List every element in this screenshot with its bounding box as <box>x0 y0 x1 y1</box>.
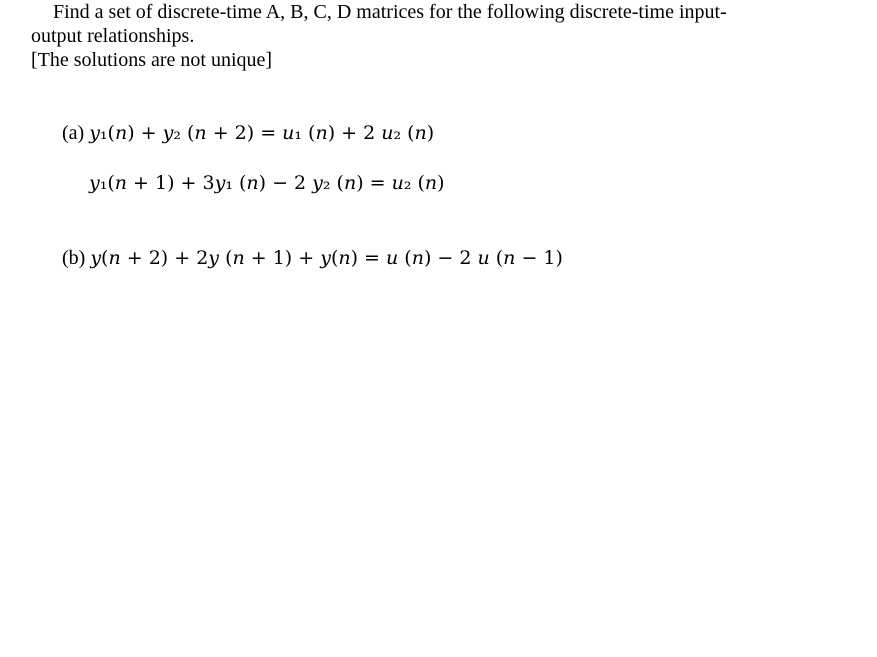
equation-a-1-text: 𝑦₁(𝑛) + 𝑦₂ (𝑛 + 2) = 𝑢₁ (𝑛) + 2 𝑢₂ (𝑛) <box>89 122 435 144</box>
problem-line-2: output relationships. <box>31 25 195 47</box>
equation-a-1 <box>62 120 434 146</box>
part-a-label: (a) <box>62 122 85 144</box>
problem-line-1 <box>31 0 791 24</box>
problem-line-1-text: Find a set of discrete-time A, B, C, D matrices for the following discrete-time input- <box>53 1 727 23</box>
problem-note: [The solutions are not unique] <box>31 49 273 71</box>
equation-b <box>62 245 563 271</box>
equation-b-text: 𝑦(𝑛 + 2) + 2𝑦 (𝑛 + 1) + 𝑦(𝑛) = 𝑢 (𝑛) − 2 𝑢 (𝑛 − 1) <box>90 247 563 269</box>
problem-statement <box>31 0 791 72</box>
equation-a-2 <box>89 170 445 196</box>
equation-a-2-text: 𝑦₁(𝑛 + 1) + 3𝑦₁ (𝑛) − 2 𝑦₂ (𝑛) = 𝑢₂ (𝑛) <box>89 172 445 194</box>
part-b-label: (b) <box>62 247 86 269</box>
